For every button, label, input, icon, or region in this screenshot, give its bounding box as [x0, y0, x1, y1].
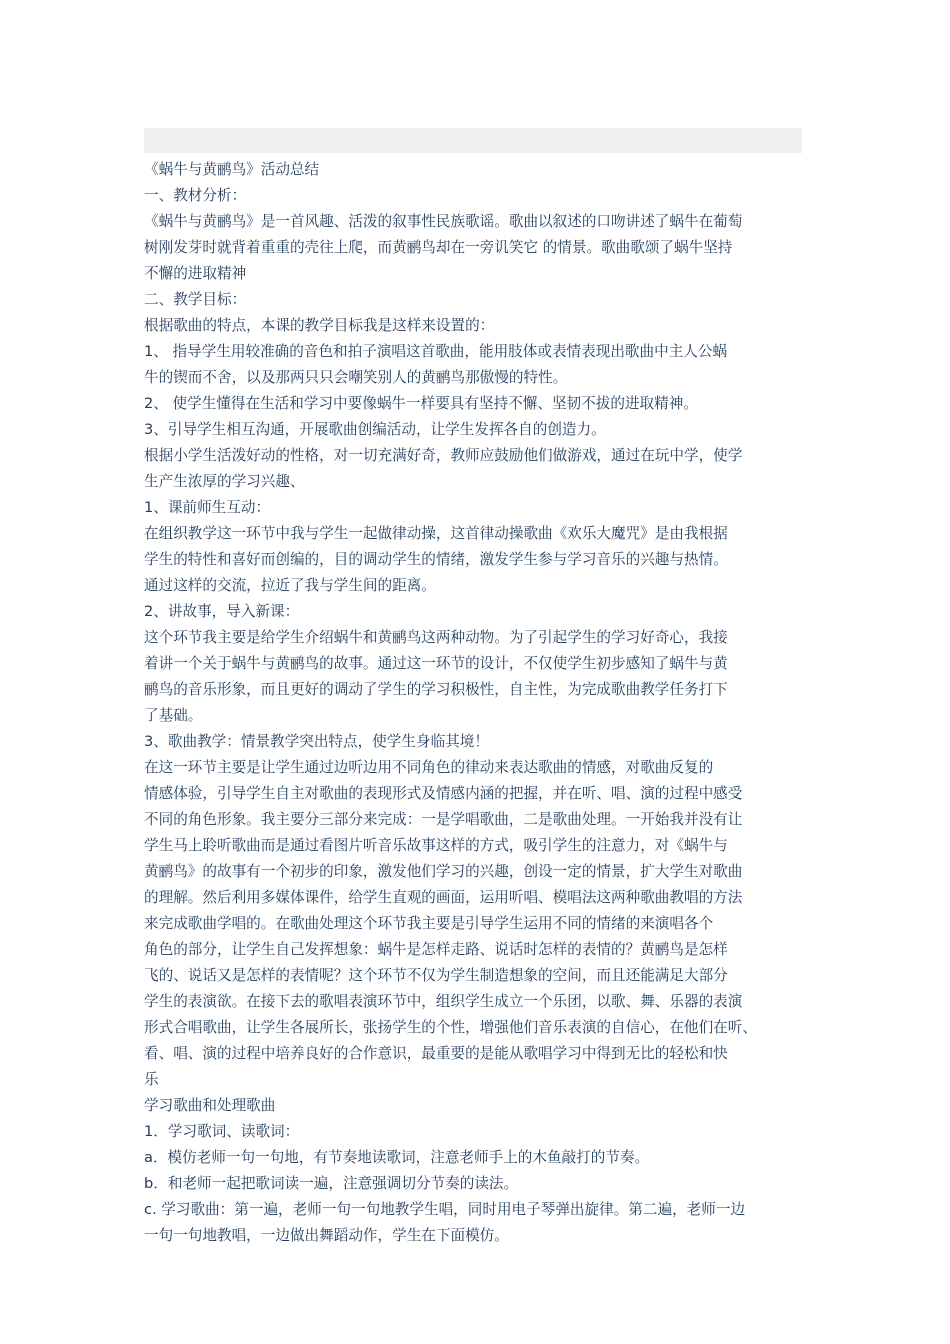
- text-line: 1、 指导学生用较准确的音色和拍子演唱这首歌曲，能用肢体或表情表现出歌曲中主人公蜗: [144, 343, 728, 360]
- text-line: 形式合唱歌曲，让学生各展所长，张扬学生的个性，增强他们音乐表演的自信心，在他们在听、: [144, 1019, 757, 1036]
- text-line: 来完成歌曲学唱的。在歌曲处理这个环节我主要是引导学生运用不同的情绪的来演唱各个: [144, 915, 714, 932]
- header-band: [144, 128, 802, 153]
- text-line: 2、 使学生懂得在生活和学习中要像蜗牛一样要具有坚持不懈、坚韧不拔的进取精神。: [144, 395, 698, 412]
- text-line: 根据小学生活泼好动的性格，对一切充满好奇，教师应鼓励他们做游戏，通过在玩中学，使学: [144, 447, 743, 464]
- text-line: 2、讲故事，导入新课：: [144, 603, 300, 620]
- text-line: 乐: [144, 1071, 159, 1088]
- text-line: 在这一环节主要是让学生通过边听边用不同角色的律动来表达歌曲的情感，对歌曲反复的: [144, 759, 714, 776]
- text-line: 3、引导学生相互沟通，开展歌曲创编活动，让学生发挥各自的创造力。: [144, 421, 606, 438]
- text-line: 1、课前师生互动：: [144, 499, 271, 516]
- text-line: 1．学习歌词、读歌词：: [144, 1123, 300, 1140]
- text-line: 情感体验，引导学生自主对歌曲的表现形式及情感内涵的把握，并在听、唱、演的过程中感受: [144, 785, 743, 802]
- text-line: 生产生浓厚的学习兴趣、: [144, 473, 305, 490]
- text-line: 学生马上聆听歌曲而是通过看图片听音乐故事这样的方式，吸引学生的注意力，对《蜗牛与: [144, 837, 728, 854]
- text-line: 不同的角色形象。我主要分三部分来完成：一是学唱歌曲，二是歌曲处理。一开始我并没有让: [144, 811, 743, 828]
- document-body: [144, 157, 822, 1249]
- text-line: 3、歌曲教学：情景教学突出特点，使学生身临其境！: [144, 733, 489, 750]
- text-line: 学习歌曲和处理歌曲: [144, 1097, 276, 1114]
- text-line: 这个环节我主要是给学生介绍蜗牛和黄鹂鸟这两种动物。为了引起学生的学习好奇心，我接: [144, 629, 728, 646]
- text-line: 牛的锲而不舍，以及那两只只会嘲笑别人的黄鹂鸟那傲慢的特性。: [144, 369, 568, 386]
- text-line: 在组织教学这一环节中我与学生一起做律动操，这首律动操歌曲《欢乐大魔咒》是由我根据: [144, 525, 728, 542]
- text-line: 一、教材分析：: [144, 187, 247, 204]
- text-line: 通过这样的交流，拉近了我与学生间的距离。: [144, 577, 436, 594]
- text-line: 《蜗牛与黄鹂鸟》是一首风趣、活泼的叙事性民族歌谣。歌曲以叙述的口吻讲述了蜗牛在葡萄: [144, 213, 743, 230]
- text-line: 黄鹂鸟》的故事有一个初步的印象，激发他们学习的兴趣，创设一定的情景，扩大学生对歌曲: [144, 863, 743, 880]
- text-line: 着讲一个关于蜗牛与黄鹂鸟的故事。通过这一环节的设计，不仅使学生初步感知了蜗牛与黄: [144, 655, 728, 672]
- text-line: a．模仿老师一句一句地，有节奏地读歌词，注意老师手上的木鱼敲打的节奏。: [144, 1149, 650, 1166]
- text-line: 角色的部分，让学生自己发挥想象：蜗牛是怎样走路、说话时怎样的表情的？黄鹂鸟是怎样: [144, 941, 728, 958]
- text-line: b．和老师一起把歌词读一遍，注意强调切分节奏的读法。: [144, 1175, 519, 1192]
- text-line: 不懈的进取精神: [144, 265, 247, 282]
- text-line: 《蜗牛与黄鹂鸟》活动总结: [144, 161, 320, 178]
- text-line: 二、教学目标：: [144, 291, 247, 308]
- text-line: 学生的特性和喜好而创编的，目的调动学生的情绪，激发学生参与学习音乐的兴趣与热情。: [144, 551, 728, 568]
- text-line: 根据歌曲的特点，本课的教学目标我是这样来设置的：: [144, 317, 495, 334]
- text-line: 一句一句地教唱，一边做出舞蹈动作，学生在下面模仿。: [144, 1227, 509, 1244]
- text-line: 学生的表演欲。在接下去的歌唱表演环节中，组织学生成立一个乐团，以歌、舞、乐器的表演: [144, 993, 743, 1010]
- text-line: c. 学习歌曲：第一遍，老师一句一句地教学生唱，同时用电子琴弹出旋律。第二遍，老师一边: [144, 1201, 746, 1218]
- text-line: 了基础。: [144, 707, 203, 724]
- text-line: 鹂鸟的音乐形象，而且更好的调动了学生的学习积极性，自主性，为完成歌曲教学任务打下: [144, 681, 728, 698]
- text-line: 看、唱、演的过程中培养良好的合作意识，最重要的是能从歌唱学习中得到无比的轻松和快: [144, 1045, 728, 1062]
- text-line: 的理解。然后利用多媒体课件，给学生直观的画面，运用听唱、模唱法这两种歌曲教唱的方法: [144, 889, 743, 906]
- text-line: 飞的、说话又是怎样的表情呢？这个环节不仅为学生制造想象的空间，而且还能满足大部分: [144, 967, 728, 984]
- text-line: 树刚发芽时就背着重重的壳往上爬，而黄鹂鸟却在一旁讥笑它 的情景。歌曲歌颂了蜗牛坚持: [144, 239, 733, 256]
